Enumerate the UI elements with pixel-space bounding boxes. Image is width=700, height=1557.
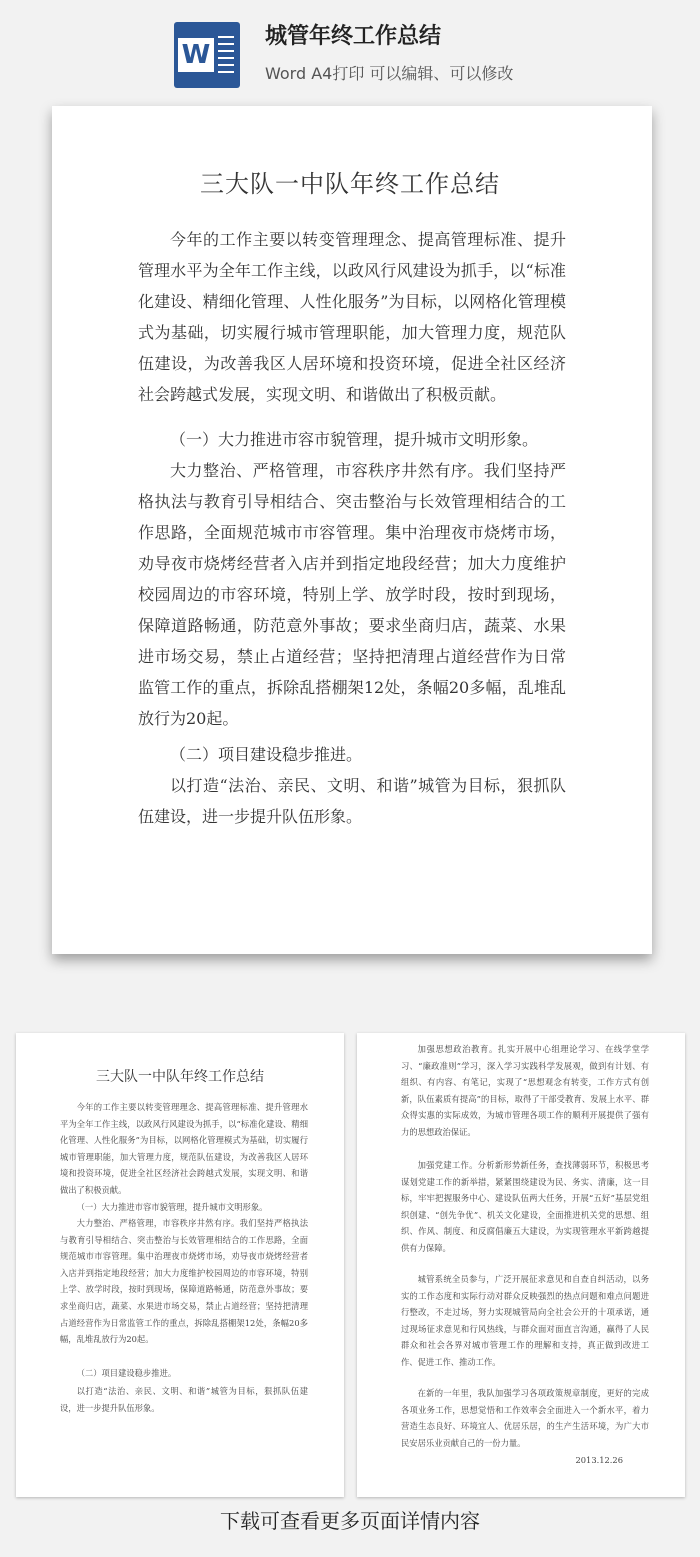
- thumb-paragraph: 在新的一年里，我队加强学习各项政策规章制度，更好的完成各项业务工作，思想觉悟和工作效率会全面进入一个新水平，着力营造生态良好、环境宜人、优居乐居，的生产生活环境，为广大市民安居乐业贡献自己的一份力量。: [401, 1388, 649, 1448]
- download-more-link[interactable]: 下载可查看更多页面详情内容: [220, 1509, 480, 1533]
- thumb-paragraph: 城管系统全员参与，广泛开展征求意见和自查自纠活动，以务实的工作态度和实际行动对群众反映强烈的热点问题和难点问题进行整改，不走过场，努力实现城管局向全社会公开的十项承诺，通过现场征求意见和行风热线，与群众面对面直言沟通，赢得了人民群众和社会各界对城市管理工作的理解和支持，真正做到改进工作、促进工作、推动工作。: [401, 1274, 649, 1367]
- document-title: 三大队一中队年终工作总结: [200, 170, 500, 198]
- document-date: 2013.12.26: [575, 1455, 623, 1465]
- thumb-paragraph: 加强党建工作。分析新形势新任务，查找薄弱环节，积极思考谋划党建工作的新举措，紧紧围绕建设为民、务实、清廉，这一目标，牢牢把握服务中心、建设队伍两大任务，开展“五好”基层党组织创建、“创先争优”、机关文化建设，全面推进机关党的思想、组织、作风、制度、和反腐倡廉五大建设，为实现管理水平新跨越提供有力保障。: [401, 1160, 649, 1253]
- thumb-paragraph: 以打造“法治、亲民、文明、和谐”城管为目标，狠抓队伍建设，进一步提升队伍形象。: [60, 1386, 308, 1413]
- paragraph-section-1: 大力整治、严格管理，市容秩序井然有序。我们坚持严格执法与教育引导相结合、突击整治与长效管理相结合的工作思路，全面规范城市市容管理。集中治理夜市烧烤市场，劝导夜市烧烤经营者入店并到指定地段经营；加大力度维护校园周边的市容环境，特别上学、放学时段，按时到现场，保障道路畅通，防范意外事故；要求坐商归店，蔬菜、水果进市场交易，禁止占道经营；坚持把清理占道经营作为日常监管工作的重点，拆除乱搭棚架12处，条幅20多幅，乱堆乱放行为20起。: [138, 461, 566, 728]
- header-title: 城管年终工作总结: [265, 24, 442, 49]
- header-subtitle: Word A4打印 可以编辑、可以修改: [265, 64, 514, 83]
- thumb-heading: （一）大力推进市容市貌管理，提升城市文明形象。: [76, 1202, 268, 1212]
- word-letter: W: [178, 38, 214, 72]
- header: [0, 0, 700, 100]
- section-heading-2: （二）项目建设稳步推进。: [170, 745, 363, 764]
- thumb-paragraph: 今年的工作主要以转变管理理念、提高管理标准、提升管理水平为全年工作主线，以政风行风建设为抓手，以“标准化建设、精细化管理、人性化服务”为目标，以网格化管理模式为基础，切实履行城市管理职能，加大管理力度，规范队伍建设，为改善我区人居环境和投资环境，促进全社区经济社会跨越式发展，实现文明、和谐做出了积极贡献。: [60, 1102, 308, 1195]
- thumb-paragraph: 加强思想政治教育。扎实开展中心组理论学习、在线学堂学习、“廉政准则”学习，深入学习实践科学发展观，做到有计划、有组织、有内容、有笔记，实现了“思想观念有转变，工作方式有创新，队伍素质有提高”的目标，取得了干部受教育、发展上水平、群众得实惠的实际成效，为城市管理各项工作的顺利开展提供了强有力的思想政治保证。: [401, 1044, 649, 1137]
- page-thumbnail-2[interactable]: [357, 1033, 685, 1497]
- text-lines-icon: [218, 36, 234, 74]
- paragraph-intro: 今年的工作主要以转变管理理念、提高管理标准、提升管理水平为全年工作主线，以政风行风建设为抓手，以“标准化建设、精细化管理、人性化服务”为目标，以网格化管理模式为基础，切实履行城市管理职能，加大管理力度，规范队伍建设，为改善我区人居环境和投资环境，促进全社区经济社会跨越式发展，实现文明、和谐做出了积极贡献。: [138, 230, 566, 404]
- paragraph-section-2: 以打造“法治、亲民、文明、和谐”城管为目标，狠抓队伍建设，进一步提升队伍形象。: [138, 776, 566, 826]
- thumb-title: 三大队一中队年终工作总结: [96, 1069, 264, 1085]
- thumb-heading: （二）项目建设稳步推进。: [76, 1368, 177, 1378]
- page-thumbnail-1[interactable]: [16, 1033, 344, 1497]
- section-heading-1: （一）大力推进市容市貌管理，提升城市文明形象。: [170, 430, 539, 449]
- thumb-paragraph: 大力整治、严格管理，市容秩序井然有序。我们坚持严格执法与教育引导相结合、突击整治与长效管理相结合的工作思路，全面规范城市市容管理。集中治理夜市烧烤市场，劝导夜市烧烤经营者入店并到指定地段经营；加大力度维护校园周边的市容环境，特别上学、放学时段，按时到现场，保障道路畅通，防范意外事故；要求坐商归店，蔬菜、水果进市场交易，禁止占道经营；坚持把清理占道经营作为日常监管工作的重点，拆除乱搭棚架12处，条幅20多幅，乱堆乱放行为20起。: [60, 1218, 308, 1345]
- word-document-icon: [174, 22, 240, 88]
